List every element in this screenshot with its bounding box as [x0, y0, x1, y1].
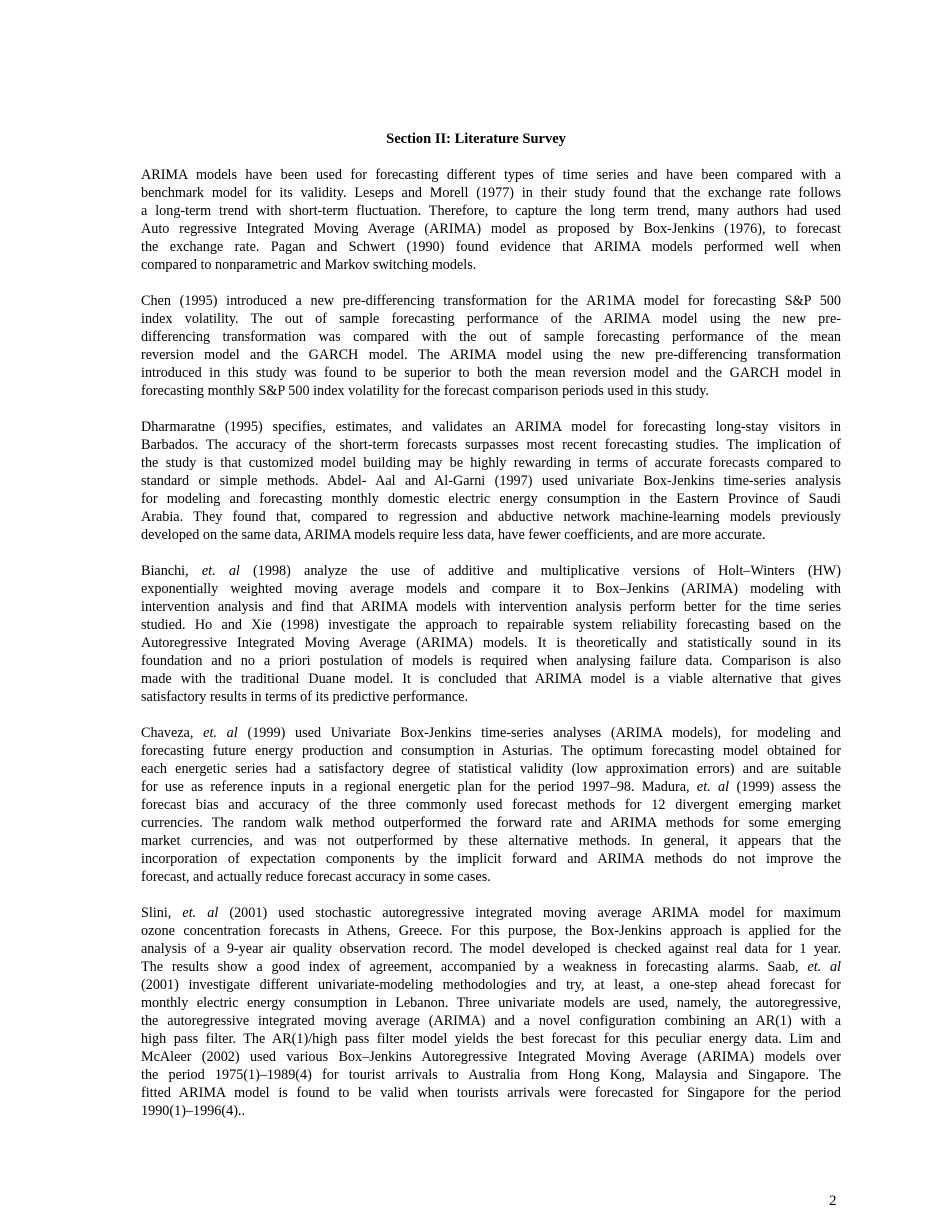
text-line: forecast bias and accuracy of the three commonly used forecast methods for 12 divergent emerging market	[141, 797, 841, 813]
text-line: analysis of a 9-year air quality observation record. The model developed is checked against real data for 1 year.	[141, 941, 841, 957]
text-line: developed on the same data, ARIMA models require less data, have fewer coefficients, and are more accurate.	[141, 527, 766, 543]
document-body	[141, 166, 841, 1138]
text-line: forecasting future energy production and consumption in Asturias. The optimum forecasting model obtained for	[141, 743, 841, 759]
text-line: forecast, and actually reduce forecast accuracy in some cases.	[141, 869, 491, 885]
text-line: reversion model and the GARCH model. The ARIMA model using the new pre-differencing transformation	[141, 347, 841, 363]
text-line: McAleer (2002) used various Box–Jenkins Autoregressive Integrated Moving Average (ARIMA) models over	[141, 1049, 841, 1065]
text-line: 1990(1)–1996(4)..	[141, 1103, 246, 1119]
text-line: compared to nonparametric and Markov switching models.	[141, 257, 477, 273]
paragraph	[141, 292, 841, 400]
text-line: differencing transformation was compared with the out of sample forecasting performance of the mean	[141, 329, 841, 345]
paragraph	[141, 562, 841, 706]
text-line: the period 1975(1)–1989(4) for tourist arrivals to Australia from Hong Kong, Malaysia and Singapore. The	[141, 1067, 841, 1083]
text-line: index volatility. The out of sample forecasting performance of the ARIMA model using the new pre-	[141, 311, 841, 327]
text-line: the exchange rate. Pagan and Schwert (1990) found evidence that ARIMA models performed well when	[141, 239, 841, 255]
text-line: a long-term trend with short-term fluctuation. Therefore, to capture the long term trend, many authors had used	[141, 203, 841, 219]
text-line: market currencies, and was not outperformed by these alternative methods. In general, it appears that the	[141, 833, 841, 849]
italic-citation: et. al	[201, 563, 240, 579]
text-line: benchmark model for its validity. Leseps and Morell (1977) in their study found that the exchange rate follows	[141, 185, 841, 201]
paragraph	[141, 724, 841, 886]
text-line: incorporation of expectation components by the implicit forward and ARIMA methods do not improve the	[141, 851, 841, 867]
page-number: 2	[829, 1193, 837, 1209]
text-line: for modeling and forecasting monthly domestic electric energy consumption in the Eastern Province of Saudi	[141, 491, 841, 507]
text-line: Auto regressive Integrated Moving Average (ARIMA) model as proposed by Box-Jenkins (1976), to forecast	[141, 221, 841, 237]
text-line: forecasting monthly S&P 500 index volatility for the forecast comparison periods used in this study.	[141, 383, 709, 399]
text-line: Chen (1995) introduced a new pre-differencing transformation for the AR1MA model for forecasting S&P 500	[141, 293, 841, 309]
italic-citation: et. al	[807, 959, 841, 975]
text-line: monthly electric energy consumption in Lebanon. Three univariate models are used, namely, the autoregressive,	[141, 995, 841, 1011]
section-title: Section II: Literature Survey	[386, 131, 566, 147]
text-line: ozone concentration forecasts in Athens, Greece. For this purpose, the Box-Jenkins approach is applied for the	[141, 923, 841, 939]
text-line: each energetic series had a satisfactory degree of statistical validity (low approximation errors) and are suitable	[141, 761, 841, 777]
text-line: foundation and no a priori postulation of models is required when analysing failure data. Comparison is also	[141, 653, 841, 669]
text-line: The results show a good index of agreement, accompanied by a weakness in forecasting alarms. Saab, et. al	[141, 959, 841, 975]
text-line: fitted ARIMA model is found to be valid when tourists arrivals were forecasted for Singapore for the period	[141, 1085, 841, 1101]
text-line: the autoregressive integrated moving average (ARIMA) and a novel configuration combining an AR(1) with a	[141, 1013, 841, 1029]
italic-citation: et. al	[182, 905, 219, 921]
text-line: intervention analysis and find that ARIMA models with intervention analysis perform better for the time series	[141, 599, 841, 615]
text-line: Chaveza, et. al (1999) used Univariate Box-Jenkins time-series analyses (ARIMA models), for modeling and	[141, 725, 841, 741]
text-line: ARIMA models have been used for forecasting different types of time series and have been compared with a	[141, 167, 841, 183]
text-line: Arabia. They found that, compared to regression and abductive network machine-learning models previously	[141, 509, 841, 525]
text-line: standard or simple methods. Abdel- Aal and Al-Garni (1997) used univariate Box-Jenkins time-series analysis	[141, 473, 841, 489]
text-line: satisfactory results in terms of its predictive performance.	[141, 689, 468, 705]
text-line: Dharmaratne (1995) specifies, estimates, and validates an ARIMA model for forecasting long-stay visitors in	[141, 419, 841, 435]
italic-citation: et. al	[696, 779, 730, 795]
paragraph	[141, 904, 841, 1120]
text-line: studied. Ho and Xie (1998) investigate the approach to repairable system reliability forecasting based on the	[141, 617, 841, 633]
text-line: Slini, et. al (2001) used stochastic autoregressive integrated moving average ARIMA model for maximum	[141, 905, 842, 921]
text-line: made with the traditional Duane model. It is concluded that ARIMA model is a viable alternative that gives	[141, 671, 841, 687]
paragraph	[141, 418, 841, 544]
text-line: the study is that customized model building may be highly rewarding in terms of accurate forecasts compared to	[141, 455, 841, 471]
text-line: exponentially weighted moving average models and compare it to Box–Jenkins (ARIMA) modeling with	[141, 581, 841, 597]
text-line: Bianchi, et. al (1998) analyze the use of additive and multiplicative versions of Holt–Winters (HW)	[141, 563, 841, 579]
italic-citation: et. al	[203, 725, 238, 741]
text-line: Autoregressive Integrated Moving Average (ARIMA) models. It is theoretically and statistically sound in its	[141, 635, 841, 651]
text-line: introduced in this study was found to be superior to both the mean reversion model and the GARCH model in	[141, 365, 841, 381]
paragraph	[141, 166, 841, 274]
text-line: Barbados. The accuracy of the short-term forecasts surpasses most recent forecasting studies. The implication of	[141, 437, 841, 453]
text-line: for use as reference inputs in a regional energetic plan for the period 1997–98. Madura, et. al (1999) assess the	[141, 779, 841, 795]
text-line: (2001) investigate different univariate-modeling methodologies and try, at least, a one-step ahead forecast for	[141, 977, 841, 993]
text-line: currencies. The random walk method outperformed the forward rate and ARIMA methods for some emerging	[141, 815, 841, 831]
text-line: high pass filter. The AR(1)/high pass filter model yields the best forecast for this peculiar energy data. Lim and	[141, 1031, 841, 1047]
